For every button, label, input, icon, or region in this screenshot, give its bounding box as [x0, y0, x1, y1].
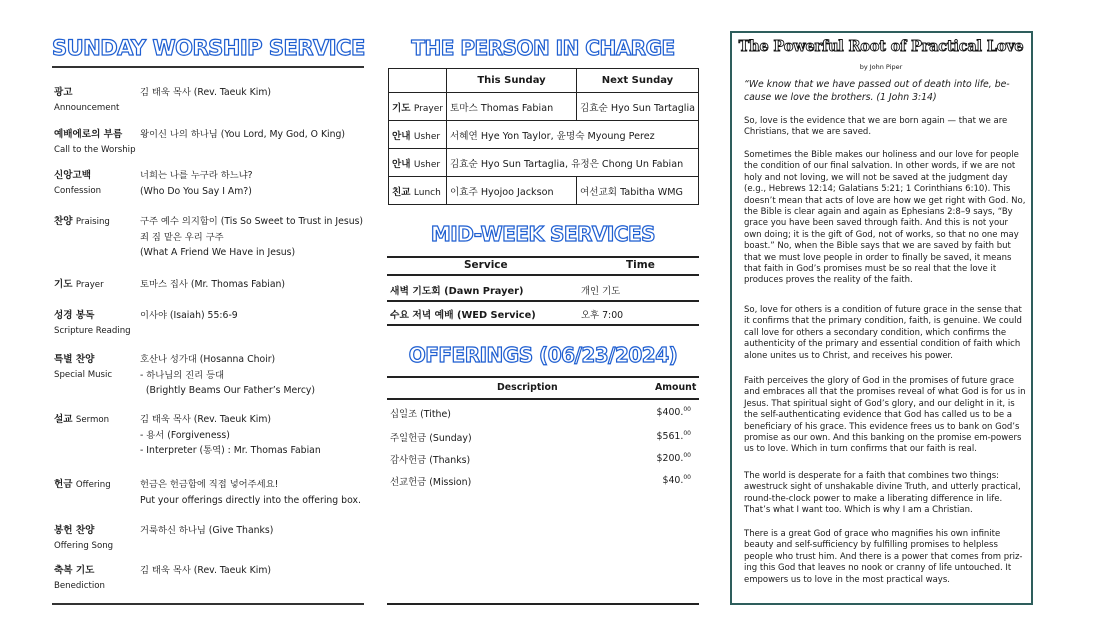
essay-quote: “We know that we have passed out of death into life, be-cause we love the brothers. (1 John 3:14): [744, 79, 1010, 103]
offering-amount: $561.00: [656, 430, 691, 443]
service-dawn-prayer: 새벽 기도회 (Dawn Prayer): [390, 286, 524, 297]
offerings-table: [387, 376, 699, 606]
essay-byline: by John Piper: [859, 63, 903, 71]
essay-paragraph: Sometimes the Bible makes our holiness and our love for people the condition of our final salvation. In other words, if we are not holy and not loving, we will not be saved at the judgment day (e.g., Hebrews 12:14; Galatians 5:21; 1 Corinthians 6:10). This doesn’t mean that acts of love are how we get right with God. No, the Bible is clear again and again as Ephesians 2:8–9 says, “By grace you have been saved through faith. And this is not your own doing; it is the gift of God, not of works, so that no one may boast.” No, when the Bible says that we are saved by faith but that we must love people in order to finally be saved, it means that faith in God’s promises must be so real that the love it produces proves the reality of the faith.: [744, 150, 1026, 286]
table-row: 기도 Prayer 토마스 Thomas Fabian 김효순 Hyo Sun Tartaglia: [389, 93, 699, 121]
offerings-title: OFFERINGS (06/23/2024): [408, 343, 678, 367]
essay-paragraph: The world is desperate for a faith that combines two things: awestruck sight of unshakable divine Truth, and utterly practical, round-the-clock power to make a liberating difference in life. That’s what I want too. Which is why I am a Christian.: [744, 471, 1021, 516]
essay-box: [730, 31, 1033, 605]
person-in-charge-title: THE PERSON IN CHARGE: [411, 36, 675, 60]
order-of-worship-column: SUNDAY WORSHIP SERVICE 광고 Announcement 김 태욱 목사 (Rev. Taeuk Kim) 예배에로의 부름 Call to the Worship 왕이신 나의 하나님 (You Lord, My God, O King) 신앙고백 Confession 너희는 나를 누구라 하느냐? (Who Do You Say I Am?) 찬양 Praising 구주 예수 의지함이 (Tis So Sweet to Trust in Jesus) 죄 짐 맡은 우리 구주 (What A Friend We Have in Jesus) 기도 Prayer 토마스 집사 (Mr. Thomas Fabian) 성경 봉독 Scripture Reading 이사야 (Isaiah) 55:6-9 특별 찬양 Special Music 호산나 성가대 (Hosanna Choir) - 하나님의 진리 등대 (Brightly Beams Our Father’s Mercy) 설교 Sermon 김 태욱 목사 (Rev. Taeuk Kim) - 용서 (Forgiveness) - Interpreter (통역) : Mr. Thomas Fabian 헌금 Offering 헌금은 헌금함에 직접 넣어주세요! Put your offerings directly into the offering box. 봉헌 찬양 Offering Song 거룩하신 하나님 (Give Thanks) 축복 기도 Benediction 김 태욱 목사 (Rev. Taeuk Kim): [52, 0, 364, 634]
mid-week-table: Service Time 새벽 기도회 (Dawn Prayer) 개인 기도 수요 저녁 예배 (WED Service) 오후 7:00: [387, 256, 699, 326]
essay-paragraph: So, love is the evidence that we are born again — that we are Christians, that we are saved.: [744, 116, 1008, 138]
essay-paragraph: So, love for others is a condition of future grace in the sense that it confirms that the primary condition, faith, is genuine. We could call love for others a secondary condition, which confirms the authenticity of the primary and essential condition of faith which alone unites us to Christ, and receives his power.: [744, 305, 1022, 361]
offering-amount: $40.00: [662, 474, 691, 487]
sunday-worship-title: SUNDAY WORSHIP SERVICE: [52, 36, 365, 60]
mid-week-services-title: MID-WEEK SERVICES: [430, 222, 656, 246]
offering-thanks: 감사헌금 (Thanks): [390, 455, 471, 466]
col-description: Description: [497, 382, 558, 393]
offering-tithe: 십일조 (Tithe): [390, 409, 451, 420]
service-wednesday: 수요 저녁 예배 (WED Service): [390, 310, 536, 321]
info-column: [387, 0, 699, 634]
offering-amount: $400.00: [656, 406, 691, 419]
offering-sunday: 주일헌금 (Sunday): [390, 433, 472, 444]
col-this-sunday: This Sunday: [446, 69, 576, 93]
person-in-charge-table: [388, 68, 699, 205]
essay-title: The Powerful Root of Practical Love: [738, 38, 1024, 55]
offering-amount: $200.00: [656, 452, 691, 465]
bottom-divider: [52, 603, 364, 605]
top-divider: [52, 66, 364, 68]
col-amount: Amount: [655, 382, 697, 393]
essay-paragraph: There is a great God of grace who magnifies his own infinite beauty and self-sufficiency by fulfilling promises to helpless people who trust him. And there is a power that comes from priz-ing this God that leaves no nook or cranny of life untouched. It empowers us to love in the most practical ways.: [744, 529, 1023, 585]
table-row: 안내 Usher 김효순 Hyo Sun Tartaglia, 유정은 Chong Un Fabian: [389, 149, 699, 177]
offering-mission: 선교헌금 (Mission): [390, 477, 472, 488]
col-service: Service: [464, 259, 508, 271]
table-row: 안내 Usher 서혜연 Hye Yon Taylor, 윤명숙 Myoung Perez: [389, 121, 699, 149]
table-row: 친교 Lunch 이효주 Hyojoo Jackson 여선교회 Tabitha WMG: [389, 177, 699, 205]
col-time: Time: [626, 259, 655, 271]
essay-paragraph: Faith perceives the glory of God in the promises of future grace and embraces all that the promises reveal of what God is for us in Jesus. That spiritual sight of God’s glory, and our delight in it, is the self-authenticating evidence that God has called us to be a beneficiary of his grace. This evidence frees us to bank on God’s promise as our own. And this banking on the promise em-powers us to love. Which in turn confirms that our faith is real.: [744, 376, 1026, 455]
col-next-sunday: Next Sunday: [577, 69, 699, 93]
